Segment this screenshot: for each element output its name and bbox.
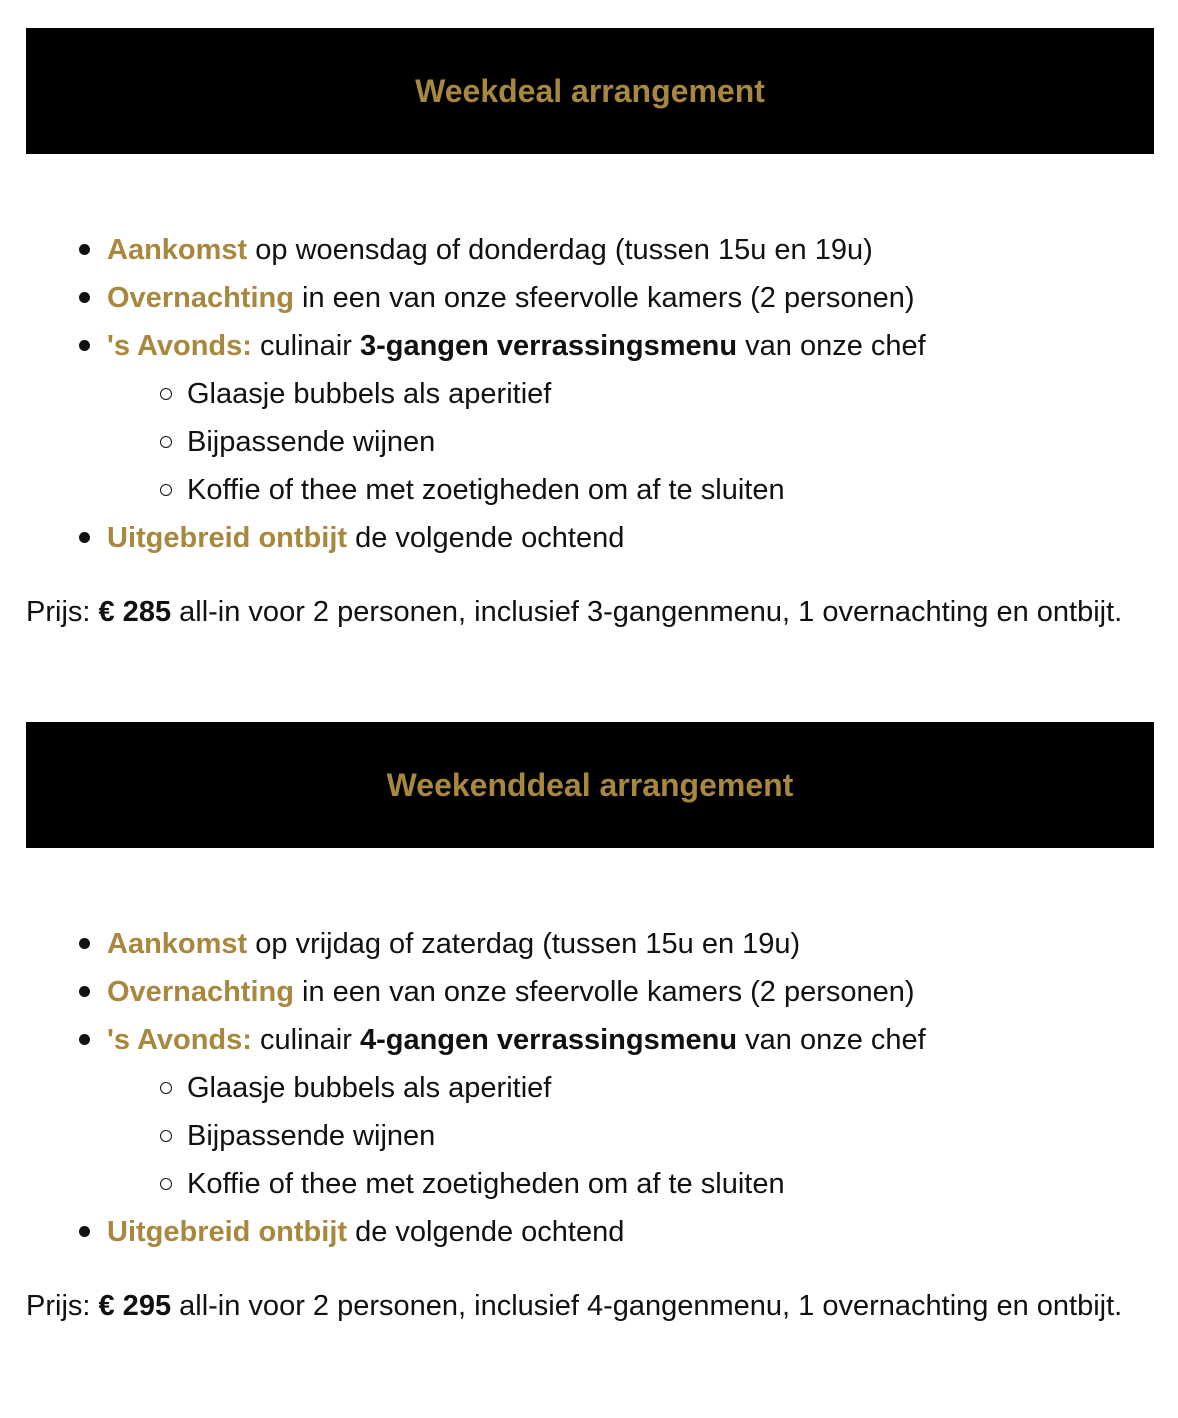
weekenddeal-list (26, 920, 1154, 1256)
price-amount: € 295 (98, 1290, 172, 1322)
sub-item-text: Koffie of thee met zoetigheden om af te sluiten (187, 1168, 785, 1200)
bullet-circle-icon (160, 388, 172, 400)
evening-pre: culinair (251, 330, 360, 362)
sub-list-item (107, 466, 1154, 514)
breakfast-label: Uitgebreid ontbijt (107, 1216, 348, 1248)
bullet-circle-icon (160, 1178, 172, 1190)
list-item-evening (26, 1016, 1154, 1208)
evening-menu: 4-gangen verrassingsmenu (359, 1024, 738, 1056)
evening-post: van onze chef (737, 1024, 926, 1056)
list-item-breakfast (26, 1208, 1154, 1256)
price-text: all-in voor 2 personen, inclusief 3-gangenmenu, 1 overnachting en ontbijt. (171, 596, 1123, 628)
bullet-disc-icon (79, 340, 90, 351)
price-text: all-in voor 2 personen, inclusief 4-gangenmenu, 1 overnachting en ontbijt. (171, 1290, 1123, 1322)
evening-sub-list (107, 370, 1154, 514)
weekdeal-banner (26, 28, 1154, 154)
breakfast-label: Uitgebreid ontbijt (107, 522, 348, 554)
bullet-circle-icon (160, 1082, 172, 1094)
arrival-text: op woensdag of donderdag (tussen 15u en 19u) (247, 234, 873, 266)
bullet-circle-icon (160, 1130, 172, 1142)
evening-label: 's Avonds: (107, 1024, 252, 1056)
arrival-label: Aankomst (107, 928, 248, 960)
bullet-circle-icon (160, 436, 172, 448)
sub-item-text: Glaasje bubbels als aperitief (187, 1072, 552, 1104)
bullet-disc-icon (79, 986, 90, 997)
sub-item-text: Koffie of thee met zoetigheden om af te sluiten (187, 474, 785, 506)
stay-text: in een van onze sfeervolle kamers (2 personen) (293, 976, 915, 1008)
breakfast-text: de volgende ochtend (347, 522, 625, 554)
weekdeal-list (26, 226, 1154, 562)
bullet-disc-icon (79, 938, 90, 949)
stay-label: Overnachting (107, 282, 294, 314)
arrival-label: Aankomst (107, 234, 248, 266)
price-amount: € 285 (98, 596, 172, 628)
evening-label: 's Avonds: (107, 330, 252, 362)
sub-list-item (107, 1112, 1154, 1160)
breakfast-text: de volgende ochtend (347, 1216, 625, 1248)
sub-item-text: Bijpassende wijnen (187, 1120, 436, 1152)
list-item-evening (26, 322, 1154, 514)
stay-label: Overnachting (107, 976, 294, 1008)
bullet-disc-icon (79, 292, 90, 303)
weekdeal-section (26, 28, 1154, 636)
sub-item-text: Bijpassende wijnen (187, 426, 436, 458)
sub-list-item (107, 1064, 1154, 1112)
bullet-disc-icon (79, 1034, 90, 1045)
price-label: Prijs: (26, 596, 99, 628)
list-item-stay (26, 968, 1154, 1016)
list-item-arrival (26, 226, 1154, 274)
bullet-circle-icon (160, 484, 172, 496)
list-item-stay (26, 274, 1154, 322)
sub-list-item (107, 370, 1154, 418)
stay-text: in een van onze sfeervolle kamers (2 personen) (293, 282, 915, 314)
evening-post: van onze chef (737, 330, 926, 362)
evening-sub-list (107, 1064, 1154, 1208)
list-item-arrival (26, 920, 1154, 968)
weekenddeal-price (26, 1282, 1154, 1330)
evening-menu: 3-gangen verrassingsmenu (359, 330, 738, 362)
evening-pre: culinair (251, 1024, 360, 1056)
arrival-text: op vrijdag of zaterdag (tussen 15u en 19u) (247, 928, 801, 960)
weekdeal-price (26, 588, 1154, 636)
list-item-breakfast (26, 514, 1154, 562)
sub-item-text: Glaasje bubbels als aperitief (187, 378, 552, 410)
weekenddeal-title: Weekenddeal arrangement (386, 766, 794, 803)
price-label: Prijs: (26, 1290, 99, 1322)
sub-list-item (107, 418, 1154, 466)
weekenddeal-banner (26, 722, 1154, 848)
bullet-disc-icon (79, 532, 90, 543)
sub-list-item (107, 1160, 1154, 1208)
bullet-disc-icon (79, 1226, 90, 1237)
weekdeal-title: Weekdeal arrangement (415, 72, 765, 109)
weekenddeal-section (26, 722, 1154, 1330)
bullet-disc-icon (79, 244, 90, 255)
